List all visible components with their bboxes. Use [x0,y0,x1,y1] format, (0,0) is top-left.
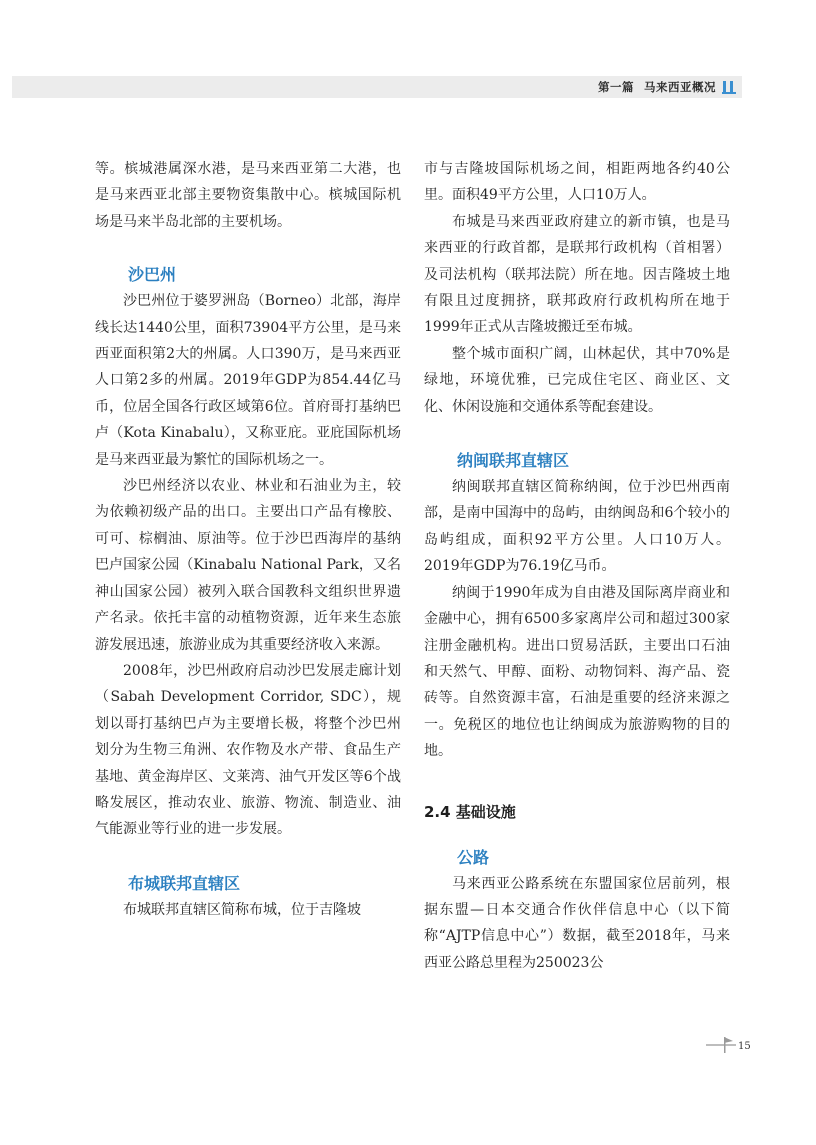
heading-putrajaya: 布城联邦直辖区 [128,873,241,893]
right-column [424,156,730,976]
paragraph-putrajaya-1: 布城联邦直辖区简称布城，位于吉隆坡 [123,901,361,918]
paragraph-putrajaya-3: 整个城市面积广阔，山林起伏，其中70%是绿地，环境优雅，已完成住宅区、商业区、文化、休闲设施和交通体系等配套建设。 [424,345,730,415]
left-column [95,156,401,923]
header-title-text: 马来西亚概况 [644,80,716,94]
section-heading-infrastructure: 2.4 基础设施 [424,802,516,821]
paragraph-sabah-3: 2008年，沙巴州政府启动沙巴发展走廊计划（Sabah Development Corridor, SDC），规划以哥打基纳巴卢为主要增长极，将整个沙巴州划分为生物三角洲、农作物及水产带、食品生产基地、黄金海岸区、文莱湾、油气开发区等6个战略发展区，推动农业、旅游、物流、制造业、油气能源业等行业的进一步发展。 [95,662,401,838]
heading-labuan: 纳闽联邦直辖区 [457,451,570,471]
page-flag-icon [706,1035,736,1055]
header-part: 第一篇 [598,80,634,94]
running-header [598,79,716,95]
paragraph-putrajaya-continued: 市与吉隆坡国际机场之间，相距两地各约40公里。面积49平方公里，人口10万人。 [424,161,730,204]
header-bar-icon [722,80,736,95]
paragraph-sabah-1: 沙巴州位于婆罗洲岛（Borneo）北部，海岸线长达1440公里，面积73904平方公里，是马来西亚面积第2大的州属。人口390万，是马来西亚人口第2多的州属。2019年GDP为854.44亿马币，位居全国各行政区域第6位。首府哥打基纳巴卢（Kota Kinabalu），又称亚庇。亚庇国际机场是马来西亚最为繁忙的国际机场之一。 [95,293,401,468]
paragraph-penang-continued: 等。槟城港属深水港，是马来西亚第二大港，也是马来西亚北部主要物资集散中心。槟城国际机场是马来半岛北部的主要机场。 [95,161,401,230]
paragraph-labuan-1: 纳闽联邦直辖区简称纳闽，位于沙巴州西南部，是南中国海中的岛屿，由纳闽岛和6个较小的岛屿组成，面积92平方公里。人口10万人。2019年GDP为76.19亿马币。 [424,479,730,575]
heading-sabah: 沙巴州 [128,265,177,285]
paragraph-sabah-2: 沙巴州经济以农业、林业和石油业为主，较为依赖初级产品的出口。主要出口产品有橡胶、可可、棕榈油、原油等。位于沙巴西海岸的基纳巴卢国家公园（Kinabalu National Park，又名神山国家公园）被列入联合国教科文组织世界遗产名录。依托丰富的动植物资源，近年来生态旅游发展迅速，旅游业成为其重要经济收入来源。 [95,478,401,653]
paragraph-putrajaya-2: 布城是马来西亚政府建立的新市镇，也是马来西亚的行政首都，是联邦行政机构（首相署）及司法机构（联邦法院）所在地。因吉隆坡土地有限且过度拥挤，联邦政府行政机构所在地于1999年正式从吉隆坡搬迁至布城。 [424,213,730,336]
paragraph-labuan-2: 纳闽于1990年成为自由港及国际离岸商业和金融中心，拥有6500多家离岸公司和超过300家注册金融机构。进出口贸易活跃，主要出口石油和天然气、甲醇、面粉、动物饲料、海产品、瓷砖等。自然资源丰富，石油是重要的经济来源之一。免税区的地位也让纳闽成为旅游购物的目的地。 [424,584,730,760]
paragraph-roads-1: 马来西亚公路系统在东盟国家位居前列，根据东盟—日本交通合作伙伴信息中心（以下简称“AJTP信息中心”）数据，截至2018年，马来西亚公路总里程为250023公 [424,875,730,971]
heading-roads: 公路 [457,847,490,867]
page-number: 15 [738,1041,751,1052]
